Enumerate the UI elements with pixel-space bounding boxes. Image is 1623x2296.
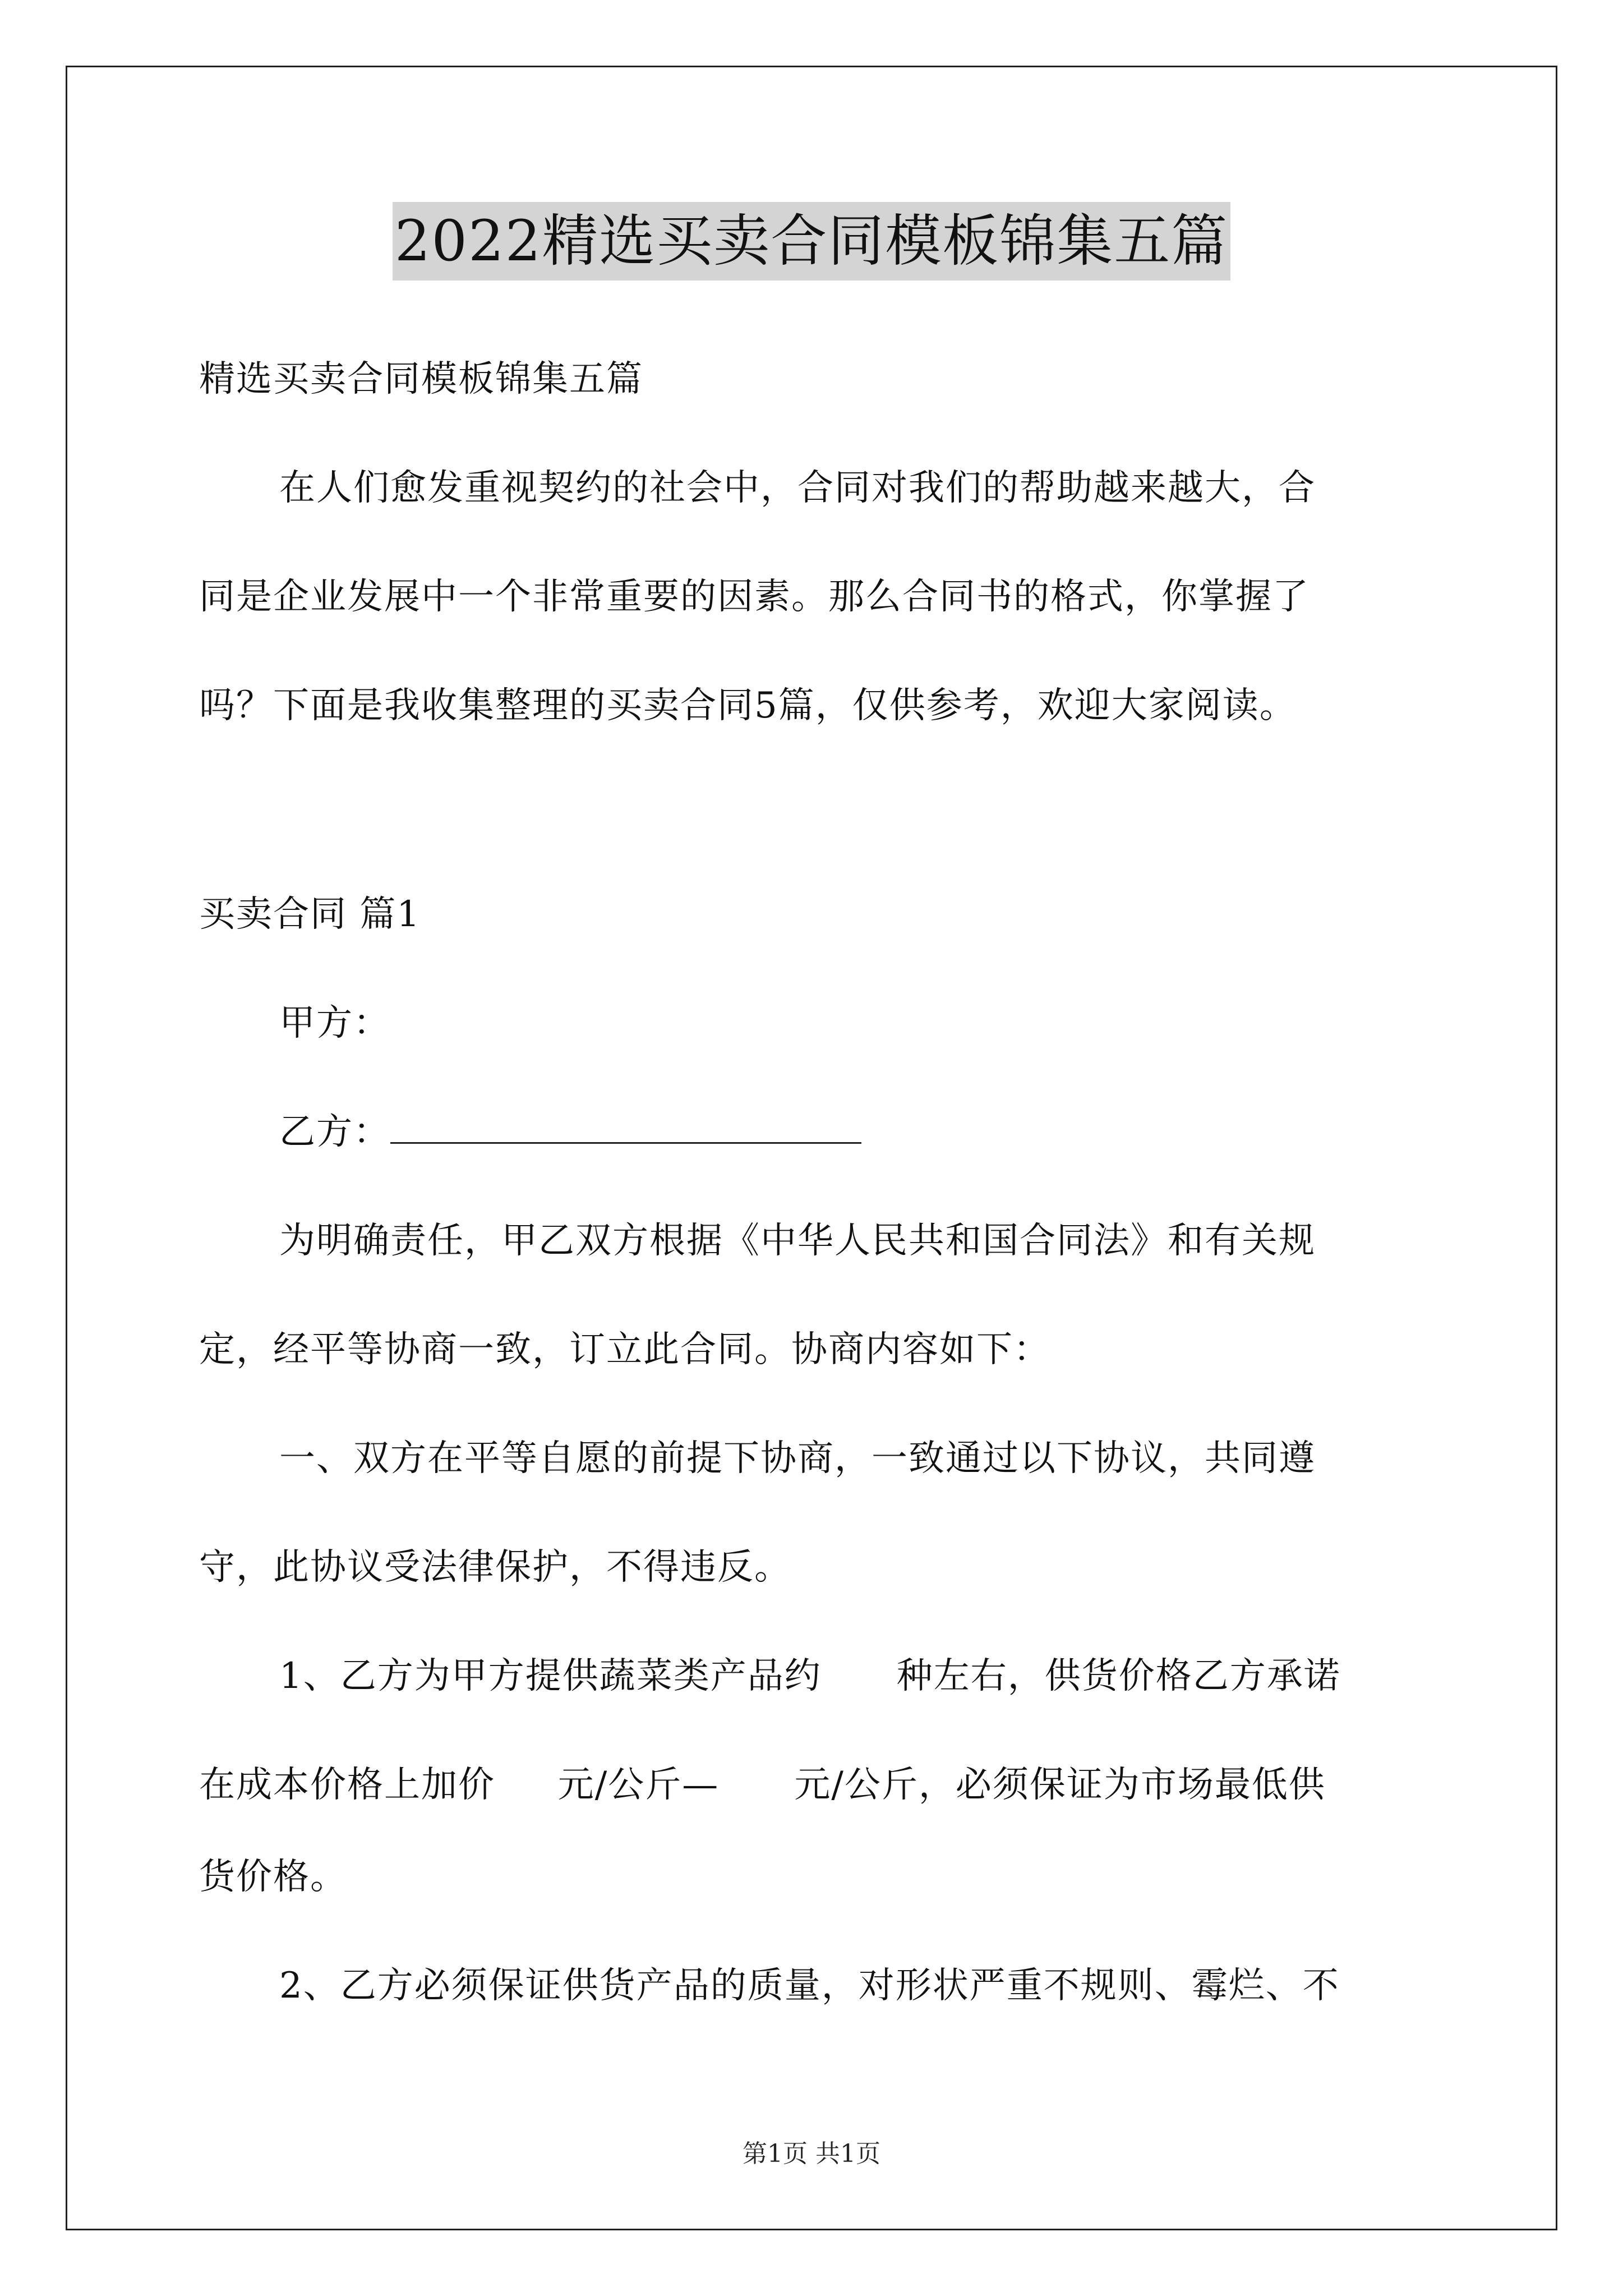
body-line-2: 定，经平等协商一致，订立此合同。协商内容如下： (199, 1329, 1050, 1370)
party-b-label: 乙方： (279, 1111, 390, 1153)
body-line-4: 守，此协议受法律保护，不得违反。 (199, 1547, 791, 1588)
body-line-3: 一、双方在平等自愿的前提下协商，一致通过以下协议，共同遵 (279, 1438, 1316, 1479)
section-heading: 买卖合同 篇1 (199, 894, 421, 935)
body-line-5: 1、乙方为甲方提供蔬菜类产品约 种左右，供货价格乙方承诺 (279, 1655, 1341, 1697)
document-title: 2022精选买卖合同模板锦集五篇 (393, 202, 1231, 280)
body-line-8: 2、乙方必须保证供货产品的质量，对形状严重不规则、霉烂、不 (279, 1965, 1340, 2007)
party-b-blank (390, 1111, 861, 1144)
intro-line-1: 在人们愈发重视契约的社会中，合同对我们的帮助越来越大，合 (279, 467, 1316, 509)
body-line-1: 为明确责任，甲乙双方根据《中华人民共和国合同法》和有关规 (279, 1220, 1316, 1262)
intro-line-3: 吗？下面是我收集整理的买卖合同5篇，仅供参考，欢迎大家阅读。 (199, 685, 1297, 726)
title-container (0, 202, 1623, 280)
body-line-7: 货价格。 (199, 1856, 347, 1898)
intro-line-2: 同是企业发展中一个非常重要的因素。那么合同书的格式，你掌握了 (199, 576, 1310, 618)
document-subtitle: 精选买卖合同模板锦集五篇 (199, 358, 643, 400)
body-line-6: 在成本价格上加价 元/公斤— 元/公斤，必须保证为市场最低供 (199, 1764, 1326, 1806)
party-b-line (279, 1110, 861, 1154)
party-a-label: 甲方： (279, 1002, 390, 1044)
page-footer: 第1页 共1页 (743, 2139, 880, 2168)
